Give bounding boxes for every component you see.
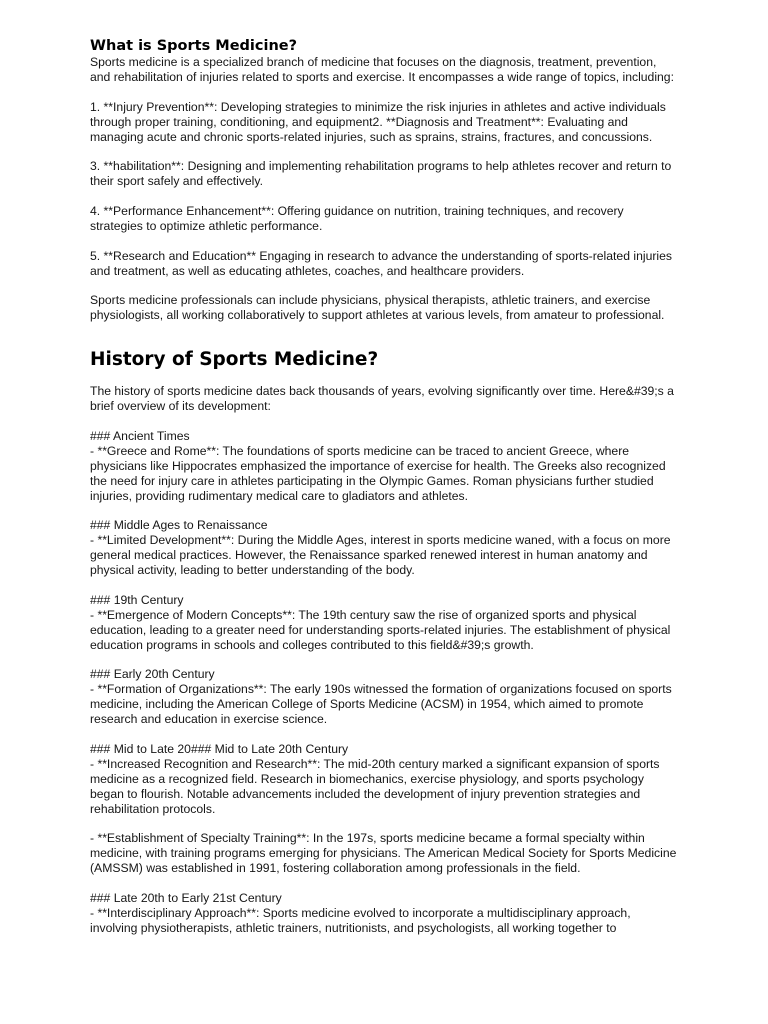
history-early-20th-century: ### Early 20th Century - **Formation of Organizations**: The early 190s witnessed the formation of organizations focused on sports medicine, including the American College of Sports Medicine (ACSM) in 1954, which aimed to promote research and education in exercise science. xyxy=(90,667,672,727)
intro-paragraph: Sports medicine is a specialized branch of medicine that focuses on the diagnosis, treatment, prevention, and rehabilitation of injuries related to sports and exercise. It encompasses a wide range of topics, including: xyxy=(90,55,674,84)
closing-paragraph: Sports medicine professionals can include physicians, physical therapists, athletic trainers, and exercise physiologists, all working collaboratively to support athletes at various levels, from amateur to professional. xyxy=(90,293,665,323)
section-title-what-is: What is Sports Medicine? xyxy=(90,38,298,54)
history-19th-century: ### 19th Century - **Emergence of Modern Concepts**: The 19th century saw the rise of organized sports and physical education, leading to a greater need for understanding sports-related injuries. The establishment of physical education programs in schools and colleges contributed to this field&#39;s growth. xyxy=(90,592,671,652)
section-title-history: History of Sports Medicine? xyxy=(90,349,379,371)
list-item-5: 5. **Research and Education** Engaging in research to advance the understanding of sports-related injuries and treatment, as well as educating athletes, coaches, and healthcare providers. xyxy=(90,248,676,278)
list-item-4: 4. **Performance Enhancement**: Offering guidance on nutrition, training techniques, and recovery strategies to optimize athletic performance. xyxy=(90,204,628,233)
history-mid-late-20th-century: ### Mid to Late 20### Mid to Late 20th Century - **Increased Recognition and Research**: The mid-20th century marked a significant expansion of sports medicine as a recognized field. Research in biomechanics, exercise physiology, and sports psychology began to flourish. Notable advancements included the development of injury prevention strategies and rehabilitation protocols. xyxy=(90,741,660,816)
history-ancient-times: ### Ancient Times - **Greece and Rome**: The foundations of sports medicine can be traced to ancient Greece, where physicians like Hippocrates emphasized the importance of exercise for health. The Greeks also recognized the need for injury care in athletes participating in the Olympic Games. Roman physicians further studied injuries, providing rudimentary medical care to gladiators and athletes. xyxy=(90,428,666,503)
history-specialty-training: - **Establishment of Specialty Training**: In the 197s, sports medicine became a formal specialty within medicine, with training programs emerging for physicians. The American Medical Society for Sports Medicine (AMSSM) was established in 1991, fostering collaboration among professionals in the field. xyxy=(90,831,680,876)
history-intro-paragraph: The history of sports medicine dates back thousands of years, evolving significantly over time. Here&#39;s a brief overview of its development: xyxy=(90,384,678,414)
history-late-20th-early-21st: ### Late 20th to Early 21st Century - **Interdisciplinary Approach**: Sports medicine evolved to incorporate a multidisciplinary approach, involving physiotherapists, athletic trainers, nutritionists, and psychologists, all working together to xyxy=(90,890,631,935)
list-item-3: 3. **habilitation**: Designing and implementing rehabilitation programs to help athletes recover and return to their sport safely and effectively. xyxy=(90,159,675,189)
list-item-1-2: 1. **Injury Prevention**: Developing strategies to minimize the risk injuries in athletes and active individuals through proper training, conditioning, and equipment2. **Diagnosis and Treatment**: Evaluating and managing acute and chronic sports-related injuries, such as sprains, strains, fractures, and concussions. xyxy=(90,99,670,144)
history-middle-ages: ### Middle Ages to Renaissance - **Limited Development**: During the Middle Ages, interest in sports medicine waned, with a focus on more general medical practices. However, the Renaissance sparked renewed interest in human anatomy and physical activity, leading to better understanding of the body. xyxy=(90,518,671,578)
